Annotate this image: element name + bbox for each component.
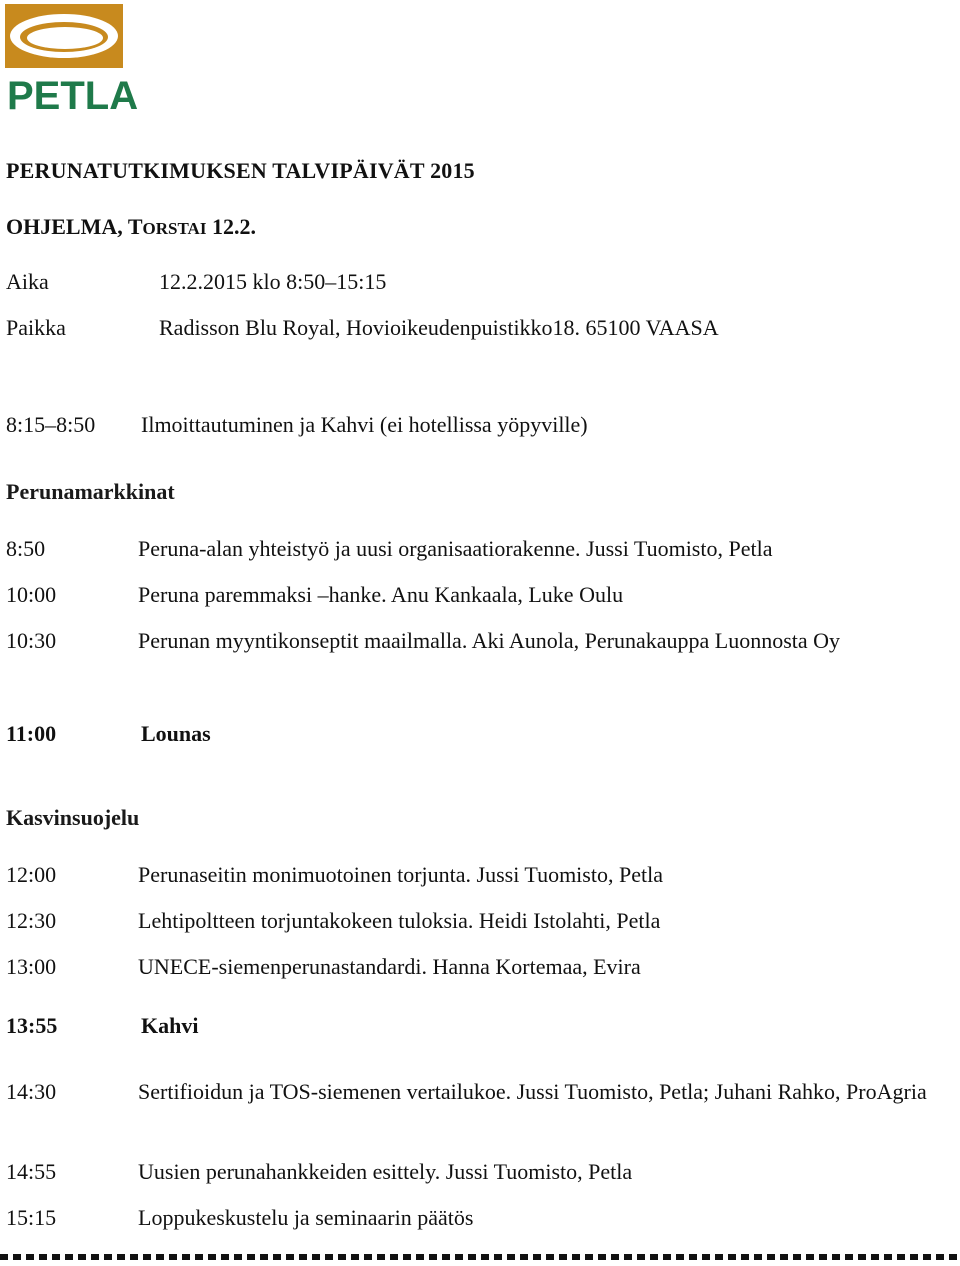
lunch-time: 11:00 <box>6 721 57 746</box>
schedule-time: 12:30 <box>6 908 57 933</box>
program-subtitle <box>6 214 256 240</box>
schedule-time: 14:30 <box>6 1079 57 1104</box>
registration-text: Ilmoittautuminen ja Kahvi (ei hotellissa yöpyville) <box>141 412 588 437</box>
section-heading-kasvinsuojelu: Kasvinsuojelu <box>6 805 140 830</box>
schedule-time: 10:30 <box>6 628 57 653</box>
info-label-place: Paikka <box>6 315 66 340</box>
schedule-time: 14:55 <box>6 1159 57 1184</box>
page-title: PERUNATUTKIMUKSEN TALVIPÄIVÄT 2015 <box>6 158 475 183</box>
schedule-text: Loppukeskustelu ja seminaarin päätös <box>138 1205 474 1230</box>
info-label-time: Aika <box>6 269 49 294</box>
schedule-text: Perunaseitin monimuotoinen torjunta. Jussi Tuomisto, Petla <box>138 862 663 887</box>
dotted-divider <box>0 1254 960 1260</box>
schedule-text: Lehtipoltteen torjuntakokeen tuloksia. Heidi Istolahti, Petla <box>138 908 661 933</box>
subtitle-smallcaps: ORSTAI <box>142 219 207 238</box>
schedule-text: Peruna paremmaksi –hanke. Anu Kankaala, Luke Oulu <box>138 582 624 607</box>
info-value-place: Radisson Blu Royal, Hovioikeudenpuistikko18. 65100 VAASA <box>159 315 719 340</box>
coffee-text: Kahvi <box>141 1013 199 1038</box>
subtitle-prefix: OHJELMA, T <box>6 214 143 239</box>
schedule-text: Peruna-alan yhteistyö ja uusi organisaatiorakenne. Jussi Tuomisto, Petla <box>138 536 773 561</box>
schedule-text-wrapped: Sertifioidun ja TOS-siemenen vertailukoe. Jussi Tuomisto, Petla; Juhani Rahko, ProAgria <box>138 1079 927 1104</box>
schedule-time: 12:00 <box>6 862 57 887</box>
schedule-time: 8:50 <box>6 536 46 561</box>
lunch-text: Lounas <box>141 721 211 746</box>
info-value-time: 12.2.2015 klo 8:50–15:15 <box>159 269 387 294</box>
subtitle-suffix: 12.2. <box>206 214 256 239</box>
schedule-time: 10:00 <box>6 582 57 607</box>
section-heading-perunamarkkinat: Perunamarkkinat <box>6 479 175 504</box>
petla-logo <box>5 4 139 118</box>
schedule-time: 15:15 <box>6 1205 57 1230</box>
schedule-text: Perunan myyntikonseptit maailmalla. Aki Aunola, Perunakauppa Luonnosta Oy <box>138 628 841 653</box>
logo-text: PETLA <box>7 74 139 118</box>
schedule-time: 13:00 <box>6 954 57 979</box>
schedule-text: UNECE-siemenperunastandardi. Hanna Kortemaa, Evira <box>138 954 641 979</box>
schedule-text: Uusien perunahankkeiden esittely. Jussi Tuomisto, Petla <box>138 1159 633 1184</box>
registration-time: 8:15–8:50 <box>6 412 96 437</box>
coffee-time: 13:55 <box>6 1013 58 1038</box>
